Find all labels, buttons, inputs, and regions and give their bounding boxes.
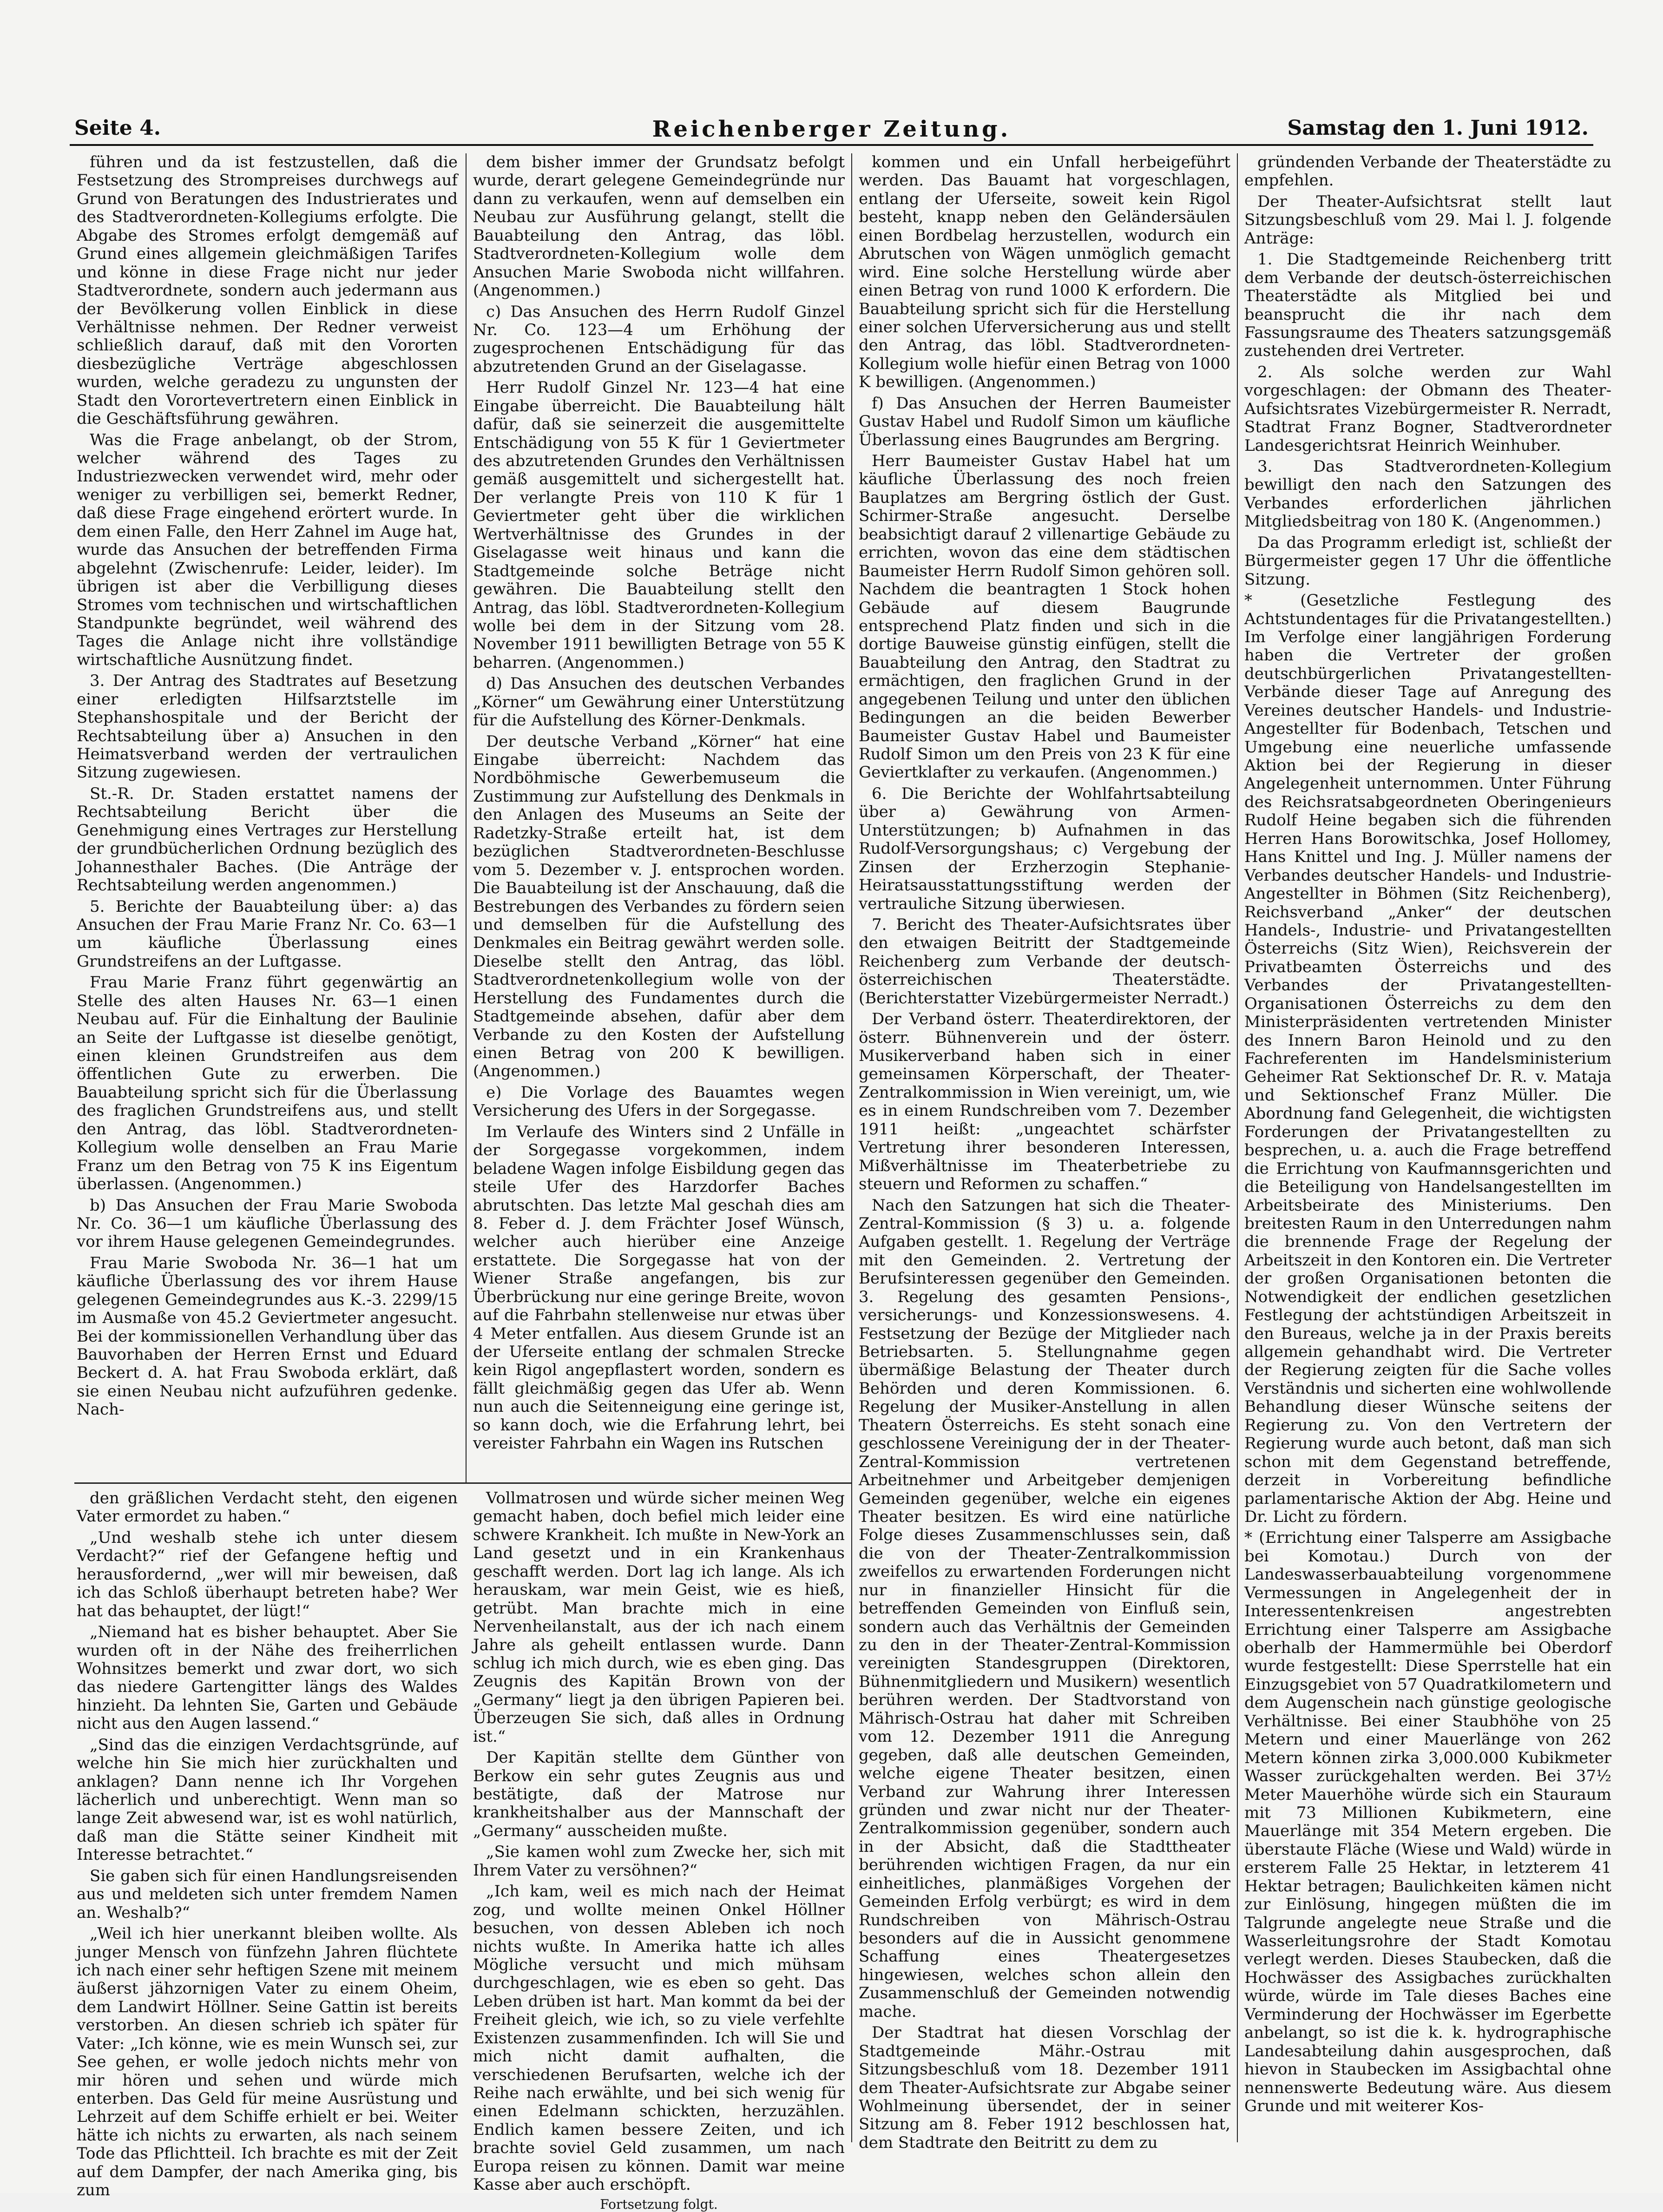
column-1-paragraph: führen und da ist festzustellen, daß die Festsetzung des Strompreises durchwegs auf Grund von Beratungen des Industrierates und des Stadtverordneten-Kollegiums erfolgte. Die Abgabe des Stromes erfolgt demgemäß auf Grund eines allgemein gleichmäßigen Tarifes und könne in diese Frage nicht nur jeder Stadtverordnete, sondern auch jedermann aus der Bevölkerung vollen Einblick in diese Verhältnisse nehmen. Der Redner verweist schließlich darauf, daß mit den Vororten diesbezügliche Verträge abgeschlossen wurden, welche geradezu zu ungunsten der Stadt den Vorortevertretern einen Einblick in die Geschäftsführung gewähren.	[77, 153, 458, 428]
column-1-paragraph: St.-R. Dr. Staden erstattet namens der Rechtsabteilung Bericht über die Genehmigung eines Vertrages zur Herstellung der grundbücherlichen Ordnung bezüglich des Johannesthaler Baches. (Die Anträge der Rechtsabteilung werden angenommen.)	[77, 784, 458, 895]
article-column-2	[473, 153, 845, 1478]
feuilleton-1-paragraph: den gräßlichen Verdacht steht, den eigenen Vater ermordet zu haben.“	[77, 1489, 458, 1526]
column-4-paragraph: gründenden Verbande der Theaterstädte zu empfehlen.	[1244, 153, 1611, 190]
column-3-paragraph: f) Das Ansuchen der Herren Baumeister Gustav Habel und Rudolf Simon um käufliche Überlassung eines Baugrundes am Bergring.	[859, 394, 1230, 449]
column-3-paragraph: kommen und ein Unfall herbeigeführt werden. Das Bauamt hat vorgeschlagen, entlang der Uferseite, soweit kein Rigol besteht, knapp neben den Geländersäulen einen Bordbelag herzustellen, wodurch ein Abrutschen von Wägen unmöglich gemacht wird. Eine solche Herstellung würde aber einen Betrag von rund 1000 K erfordern. Die Bauabteilung spricht sich für die Herstellung einer solchen Uferversicherung aus und stellt den Antrag, das löbl. Stadtverordneten-Kollegium wolle hiefür einen Betrag von 1000 K bewilligen. (Angenommen.)	[859, 153, 1230, 392]
feuilleton-2-paragraph: „Sie kamen wohl zum Zwecke her, sich mit Ihrem Vater zu versöhnen?“	[473, 1843, 845, 1880]
column-1-paragraph: 3. Der Antrag des Stadtrates auf Besetzung einer erledigten Hilfsarztstelle im Stephanshospitale und der Bericht der Rechtsabteilung über a) Ansuchen in den Heimatsverband werden der vertraulichen Sitzung zugewiesen.	[77, 672, 458, 782]
column-1-paragraph: Frau Marie Swoboda Nr. 36—1 hat um käufliche Überlassung des vor ihrem Hause gelegenen Gemeindegrundes aus K.-3. 2299/15 im Ausmaße von 45.2 Geviertmeter angesucht. Bei der kommissionellen Verhandlung über das Bauvorhaben der Herren Ernst und Eduard Beckert d. A. hat Frau Swoboda erklärt, daß sie einen Neubau nicht aufzuführen gedenke. Nach-	[77, 1253, 458, 1419]
column-4-paragraph: 1. Die Stadtgemeinde Reichenberg tritt dem Verbande der deutsch-österreichischen Theaterstädte als Mitglied bei und beansprucht die ihr nach dem Fassungsraume des Theaters satzungsgemäß zustehenden drei Vertreter.	[1244, 250, 1611, 361]
column-2-paragraph: Im Verlaufe des Winters sind 2 Unfälle in der Sorgegasse vorgekommen, indem beladene Wagen infolge Eisbildung gegen das steile Ufer des Harzdorfer Baches abrutschten. Das letzte Mal geschah dies am 8. Feber d. J. dem Frächter Josef Wünsch, welcher auch hierüber eine Anzeige erstattete. Die Sorgegasse hat von der Wiener Straße angefangen, bis zur Überbrückung nur eine geringe Breite, wovon auf die Fahrbahn stellenweise nur etwas über 4 Meter entfallen. Aus diesem Grunde ist an der Uferseite entlang der schmalen Strecke kein Rigol angepflastert worden, sondern es fällt gleichmäßig gegen das Ufer ab. Wenn nun auch die Seitenneigung eine geringe ist, so kann doch, wie die Erfahrung lehrt, bei vereister Fahrbahn ein Wagen ins Rutschen	[473, 1122, 845, 1453]
column-3-paragraph: 6. Die Berichte der Wohlfahrtsabteilung über a) Gewährung von Armen-Unterstützungen; b) Aufnahmen in das Rudolf-Versorgungshaus; c) Vergebung der Zinsen der Erzherzogin Stephanie-Heiratsausstattungsstiftung werden der vertrauliche Sitzung überwiesen.	[859, 784, 1230, 913]
feuilleton-2-paragraph: Der Kapitän stellte dem Günther von Berkow ein sehr gutes Zeugnis aus und bestätigte, daß der Matrose nur krankheitshalber aus der Mannschaft der „Germany“ ausscheiden mußte.	[473, 1748, 845, 1840]
column-divider	[1237, 153, 1238, 2142]
column-divider	[466, 153, 467, 1482]
column-2-paragraph: Der deutsche Verband „Körner“ hat eine Eingabe überreicht: Nachdem das Nordböhmische Gewerbemuseum die Zustimmung zur Aufstellung des Denkmals in den Anlagen des Museums an Seite der Radetzky-Straße erteilt hat, ist dem bezüglichen Stadtverordneten-Beschlusse vom 5. Dezember v. J. entsprochen worden. Die Bauabteilung ist der Anschauung, daß die Bestrebungen des Verbandes zu fördern seien und demselben für die Aufstellung des Denkmales ein Beitrag gewährt werden solle. Dieselbe stellt den Antrag, das löbl. Stadtverordnetenkollegium wolle von der Herstellung des Fundamentes durch die Stadtgemeinde absehen, dafür aber dem Verbande zu den Kosten der Aufstellung einen Betrag von 200 K bewilligen. (Angenommen.)	[473, 732, 845, 1081]
column-2-paragraph: c) Das Ansuchen des Herrn Rudolf Ginzel Nr. Co. 123—4 um Erhöhung der zugesprochenen Entschädigung für das abzutretenden Grund an der Giselagasse.	[473, 302, 845, 376]
feuilleton-2-paragraph: Fortsetzung folgt.	[600, 2196, 718, 2212]
column-2-paragraph: dem bisher immer der Grundsatz befolgt wurde, derart gelegene Gemeindegründe nur dann zu verkaufen, wenn auf demselben ein Neubau zur Ausführung gelangt, stellt die Bauabteilung den Antrag, das löbl. Stadtverordneten-Kollegium wolle dem Ansuchen Marie Swoboda nicht willfahren. (Angenommen.)	[473, 153, 845, 300]
article-column-1	[77, 153, 458, 1478]
column-4-paragraph: 3. Das Stadtverordneten-Kollegium bewilligt den nach den Satzungen des Verbandes erforderlichen jährlichen Mitgliedsbeitrag von 180 K. (Angenommen.)	[1244, 457, 1611, 531]
page-number: Seite 4.	[74, 116, 161, 140]
column-2-paragraph: Herr Rudolf Ginzel Nr. 123—4 hat eine Eingabe überreicht. Die Bauabteilung hält dafür, daß sie seinerzeit die ausgemittelte Entschädigung von 55 K für 1 Geviertmeter des abzutretenden Grundes den Verhältnissen gemäß ausgemittelt und sichergestellt hat. Der verlangte Preis von 110 K für 1 Geviertmeter geht über die wirklichen Wertverhältnisse des Grundes in der Giselagasse weit hinaus und kann die Stadtgemeinde solche Beträge nicht gewähren. Die Bauabteilung stellt den Antrag, das löbl. Stadtverordneten-Kollegium wolle bei dem in der Sitzung vom 28. November 1911 bewilligten Betrage von 55 K beharren. (Angenommen.)	[473, 378, 845, 672]
column-4-paragraph: 2. Als solche werden zur Wahl vorgeschlagen: der Obmann des Theater-Aufsichtsrates Vizebürgermeister R. Nerradt, Stadtrat Franz Bogner, Stadtverordneter Landesgerichtsrat Heinrich Weinhuber.	[1244, 362, 1611, 455]
feuilleton-1-paragraph: „Weil ich hier unerkannt bleiben wollte. Als junger Mensch von fünfzehn Jahren flüchtete ich nach einer sehr heftigen Szene mit meinem äußerst jähzornigen Vater zu einem Oheim, dem Landwirt Höllner. Seine Gattin ist bereits verstorben. An diesen schrieb ich später für Vater: „Ich könne, wie es mein Wunsch sei, zur See gehen, er wolle jedoch nichts mehr von mir hören und sehen und würde mich enterben. Das Geld für meine Ausrüstung und Lehrzeit auf dem Schiffe erhielt er bei. Weiter hätte ich nichts zu erwarten, als nach seinem Tode das Pflichtteil. Ich brachte es mit der Zeit auf dem Dampfer, der nach Amerika ging, bis zum	[77, 1924, 458, 2200]
issue-date: Samstag den 1. Juni 1912.	[1287, 116, 1589, 140]
column-3-paragraph: 7. Bericht des Theater-Aufsichtsrates über den etwaigen Beitritt der Stadtgemeinde Reichenberg zum Verbande der deutsch-österreichischen Theaterstädte. (Berichterstatter Vizebürgermeister Nerradt.)	[859, 915, 1230, 1007]
feuilleton-column-2	[473, 1489, 845, 2212]
column-3-paragraph: Herr Baumeister Gustav Habel hat um käufliche Überlassung des noch freien Bauplatzes am Bergring östlich der Gust. Schirmer-Straße angesucht. Derselbe beabsichtigt darauf 2 villenartige Gebäude zu errichten, wovon das eine dem städtischen Baumeister Herrn Rudolf Simon gehören soll. Nachdem die beantragten 1 Stock hohen Gebäude auf diesem Baugrunde entsprechend Platz finden und sich in die dortige Bauweise günstig einfügen, stellt die Bauabteilung den Antrag, den Stadtrat zu ermächtigen, den fraglichen Grund in der angegebenen Teilung und unter den üblichen Bedingungen an die beiden Bewerber Baumeister Gustav Habel und Baumeister Rudolf Simon um den Preis von 23 K für eine Geviertklafter zu verkaufen. (Angenommen.)	[859, 452, 1230, 782]
feuilleton-2-paragraph: Vollmatrosen und würde sicher meinen Weg gemacht haben, doch befiel mich leider eine schwere Krankheit. Ich mußte in New-York an Land gesetzt und in ein Krankenhaus geschafft werden. Dort lag ich lange. Als ich herauskam, war mein Geist, wie es hieß, getrübt. Man brachte mich in eine Nervenheilanstalt, aus der ich nach einem Jahre als geheilt entlassen wurde. Dann schlug ich mich durch, wie es eben ging. Das Zeugnis des Kapitän Brown von der „Germany“ liegt ja den übrigen Papieren bei. Überzeugen Sie sich, daß alles in Ordnung ist.“	[473, 1489, 845, 1746]
feuilleton-1-paragraph: „Niemand hat es bisher behauptet. Aber Sie wurden oft in der Nähe des freiherrlichen Wohnsitzes bemerkt und zwar dort, wo sich das niedere Gartengitter längs des Waldes hinzieht. Da lehnten Sie, Garten und Gebäude nicht aus den Augen lassend.“	[77, 1623, 458, 1733]
column-4-paragraph: Der Theater-Aufsichtsrat stellt laut Sitzungsbeschluß vom 29. Mai l. J. folgende Anträge:	[1244, 192, 1611, 248]
feuilleton-1-paragraph: „Und weshalb stehe ich unter diesem Verdacht?“ rief der Gefangene heftig und herausfordernd, „wer will mir beweisen, daß ich das Schloß überhaupt betreten habe? Wer hat das behauptet, der lügt!“	[77, 1528, 458, 1620]
column-1-paragraph: 5. Berichte der Bauabteilung über: a) das Ansuchen der Frau Marie Franz Nr. Co. 63—1 um käufliche Überlassung eines Grundstreifens an der Luftgasse.	[77, 897, 458, 971]
column-1-paragraph: Was die Frage anbelangt, ob der Strom, welcher während des Tages zu Industriezwecken verwendet wird, mehr oder weniger zu verbilligen sei, bemerkt Redner, daß diese Frage eingehend erörtert wurde. In dem einen Falle, den Herr Zahnel im Auge hat, wurde das Ansuchen der betreffenden Firma abgelehnt (Zwischenrufe: Leider, leider). Im übrigen ist aber die Verbilligung dieses Stromes vom technischen und wirtschaftlichen Standpunkte begründet, weil während des Tages die Anlage nicht ihre vollständige wirtschaftliche Ausnützung findet.	[77, 430, 458, 669]
column-2-paragraph: e) Die Vorlage des Bauamtes wegen Versicherung des Ufers in der Sorgegasse.	[473, 1083, 845, 1120]
feuilleton-rule	[74, 1482, 851, 1484]
column-4-paragraph: * (Errichtung einer Talsperre am Assigbache bei Komotau.) Durch von der Landeswasserbauabteilung vorgenommene Vermessungen in Angelegenheit der in Interessentenkreisen angestrebten Errichtung einer Talsperre am Assigbache oberhalb der Hammermühle bei Oberdorf wurde festgestellt: Diese Sperrstelle hat ein Einzugsgebiet von 57 Quadratkilometern und dem Augenschein nach günstige geologische Verhältnisse. Bei einer Staubhöhe von 25 Metern und einer Mauerlänge von 262 Metern können zirka 3,000.000 Kubikmeter Wasser zurückgehalten werden. Bei 37½ Meter Mauerhöhe würde sich ein Stauraum mit 73 Millionen Kubikmetern, eine Mauerlänge mit 354 Metern ergeben. Die überstaute Fläche (Wiese und Wald) würde in ersterem Falle 25 Hektar, in letzterem 41 Hektar betragen; Baulichkeiten kämen nicht zur Einlösung, hingegen müßten die im Talgrunde angelegte neue Straße und die Wasserleitungsrohre der Stadt Komotau verlegt werden. Dieses Staubecken, daß die Hochwässer des Assigbaches zurückhalten würde, würde im Tale dieses Baches eine Verminderung der Hochwässer im Egerbette anbelangt, so ist die k. k. hydrographische Landesabteilung dahin ausgesprochen, daß hievon in Staubecken im Assigbachtal ohne nennenswerte Bedeutung wäre. Aus diesem Grunde und mit weiterer Kos-	[1244, 1528, 1611, 2115]
column-4-paragraph: * (Gesetzliche Festlegung des Achtstundentages für die Privatangestellten.) Im Verfolge einer langjährigen Forderung haben die Vertreter der großen deutschbürgerlichen Privatangestellten-Verbände dieser Tage auf Anregung des Vereines deutscher Handels- und Industrie-Angestellter für Bodenbach, Tetschen und Umgebung eine neuerliche umfassende Aktion bei der Regierung in dieser Angelegenheit unternommen. Unter Führung des Reichsratsabgeordneten Oberingenieurs Rudolf Heine begaben sich die führenden Herren Hans Borowitschka, Josef Hollomey, Hans Knittel und Ing. J. Müller namens der Verbandes deutscher Handels- und Industrie-Angestellter in Böhmen (Sitz Reichenberg), Reichsverband „Anker“ der deutschen Handels-, Industrie- und Privatangestellten Österreichs (Sitz Wien), Reichsverein der Privatbeamten Österreichs und des Verbandes der Privatangestellten-Organisationen Österreichs zu dem den Ministerpräsidenten vertretenden Minister des Innern Baron Heinold und zu den Fachreferenten im Handelsministerium Geheimer Rat Sektionschef Dr. R. v. Mataja und Sektionschef Franz Müller. Die Abordnung fand Gelegenheit, die wichtigsten Forderungen der Privatangestellten zu besprechen, u. a. auch die Frage betreffend die Errichtung von Kaufmannsgerichten und die Beteiligung von Handelsangestellten im Arbeitsbeirate des Ministeriums. Den breitesten Raum in den Unterredungen nahm die brennende Frage der Regelung der Arbeitszeit in den Kontoren ein. Die Vertreter der großen Organisationen betonten die Notwendigkeit der endlichen gesetzlichen Festlegung der achtstündigen Arbeitszeit in den Bureaus, welche ja in der Praxis bereits allgemein gehandhabt wird. Die Vertreter der Regierung zeigten für die Sache volles Verständnis und sicherten eine wohlwollende Behandlung dieser Wünsche seitens der Regierung zu. Von den Vertretern der Regierung wurde auch betont, daß man sich schon mit dem Gegenstand betreffende, derzeit in Vorbereitung befindliche parlamentarische Aktion der Abg. Heine und Dr. Licht zu fördern.	[1244, 591, 1611, 1526]
page-header	[74, 116, 1589, 153]
newspaper-title: Reichenberger Zeitung.	[652, 116, 1011, 142]
feuilleton-1-paragraph: Sie gaben sich für einen Handlungsreisenden aus und meldeten sich unter fremdem Namen an. Weshalb?“	[77, 1866, 458, 1922]
header-rule	[70, 144, 1593, 146]
feuilleton-1-paragraph: „Sind das die einzigen Verdachtsgründe, auf welche hin Sie mich hier zurückhalten und anklagen? Dann nenne ich Ihr Vorgehen lächerlich und unberechtigt. Wenn man so lange Zeit abwesend war, ist es wohl natürlich, daß man die Stätte seiner Kindheit mit Interesse betrachtet.“	[77, 1735, 458, 1864]
column-divider	[851, 153, 852, 2142]
column-3-paragraph: Nach den Satzungen hat sich die Theater-Zentral-Kommission (§ 3) u. a. folgende Aufgaben gestellt. 1. Regelung der Verträge mit den Gemeinden. 2. Vertretung der Berufsinteressen gegenüber den Gemeinden. 3. Regelung des gesamten Pensions-, versicherungs- und Konzessionswesens. 4. Festsetzung der Bezüge der Mitglieder nach Betriebsarten. 5. Stellungnahme gegen übermäßige Belastung der Theater durch Behörden und deren Kommissionen. 6. Regelung der Musiker-Anstellung in allen Theatern Österreichs. Es steht sonach eine geschlossene Vereinigung der in der Theater-Zentral-Kommission vertretenen Arbeitnehmer und Arbeitgeber demjenigen Gemeinden gegenüber, welche ein eigenes Theater besitzen. Es wird eine natürliche Folge dieses Zusammenschlusses sein, daß die von der Theater-Zentralkommission zweifellos zu erwartenden Forderungen nicht nur in finanzieller Hinsicht für die betreffenden Gemeinden von Einfluß sein, sondern auch das Verhältnis der Gemeinden zu den in der Theater-Zentral-Kommission vereinigten Standesgruppen (Direktoren, Bühnenmitgliedern und Musikern) wesentlich berühren werden. Der Stadtvorstand von Mährisch-Ostrau hat daher mit Schreiben vom 12. Dezember 1911 die Anregung gegeben, daß alle deutschen Gemeinden, welche eigene Theater besitzen, einen Verband zur Wahrung ihrer Interessen gründen und zwar nicht nur der Theater-Zentralkommission gegenüber, sondern auch in der Absicht, daß die Stadttheater berührenden wichtigen Fragen, da nur ein einheitliches, planmäßiges Vorgehen der Gemeinden Erfolg verbürgt; es wird in dem Rundschreiben von Mährisch-Ostrau besonders auf die in Aussicht genommene Schaffung eines Theatergesetzes hingewiesen, welches schon allein den Zusammenschluß der Gemeinden notwendig mache.	[859, 1196, 1230, 2021]
feuilleton-2-paragraph: „Ich kam, weil es mich nach der Heimat zog, und wollte meinen Onkel Höllner besuchen, von dessen Ableben ich noch nichts wußte. In Amerika hatte ich alles Mögliche versucht und mich mühsam durchgeschlagen, wie es eben so geht. Das Leben drüben ist hart. Man kommt da bei der Freiheit gleich, wie ich, so zu viele verfehlte Existenzen zusammenfinden. Ich will Sie und mich nicht damit aufhalten, die verschiedenen Berufsarten, welche ich der Reihe nach erwählte, und bei sich wenig für einen Edelmann schickten, herzuzählen. Endlich kamen bessere Zeiten, und ich brachte soviel Geld zusammen, um nach Europa reisen zu können. Damit war meine Kasse aber auch erschöpft.	[473, 1882, 845, 2194]
column-3-paragraph: Der Verband österr. Theaterdirektoren, der österr. Bühnenverein und der österr. Musikerverband haben sich in einer gemeinsamen Körperschaft, der Theater-Zentralkommission in Wien vereinigt, um, wie es in einem Rundschreiben vom 7. Dezember 1911 heißt: „ungeachtet schärfster Vertretung ihrer besonderen Interessen, Mißverhältnisse im Theaterbetriebe zu steuern und Reformen zu schaffen.“	[859, 1010, 1230, 1194]
article-column-3	[859, 153, 1230, 2152]
column-1-paragraph: b) Das Ansuchen der Frau Marie Swoboda Nr. Co. 36—1 um käufliche Überlassung des vor ihrem Hause gelegenen Gemeindegrundes.	[77, 1196, 458, 1251]
column-2-paragraph: d) Das Ansuchen des deutschen Verbandes „Körner“ um Gewährung einer Unterstützung für die Aufstellung des Körner-Denkmals.	[473, 674, 845, 730]
article-column-4	[1244, 153, 1611, 2142]
column-1-paragraph: Frau Marie Franz führt gegenwärtig an Stelle des alten Hauses Nr. 63—1 einen Neubau auf. Für die Einhaltung der Baulinie an Seite der Luftgasse ist dieselbe genötigt, einen kleinen Grundstreifen aus dem öffentlichen Gute zu erwerben. Die Bauabteilung spricht sich für die Überlassung des fraglichen Grundstreifens aus, und stellt den Antrag, das löbl. Stadtverordneten-Kollegium wolle denselben an Frau Marie Franz um den Betrag von 75 K ins Eigentum überlassen. (Angenommen.)	[77, 973, 458, 1194]
column-3-paragraph: Der Stadtrat hat diesen Vorschlag der Stadtgemeinde Mähr.-Ostrau mit Sitzungsbeschluß vom 18. Dezember 1911 dem Theater-Aufsichtsrate zur Abgabe seiner Wohlmeinung übersendet, der in seiner Sitzung am 8. Feber 1912 beschlossen hat, dem Stadtrate den Beitritt zu dem zu	[859, 2023, 1230, 2152]
feuilleton-column-1	[77, 1489, 458, 2200]
column-4-paragraph: Da das Programm erledigt ist, schließt der Bürgermeister gegen 17 Uhr die öffentliche Sitzung.	[1244, 533, 1611, 589]
